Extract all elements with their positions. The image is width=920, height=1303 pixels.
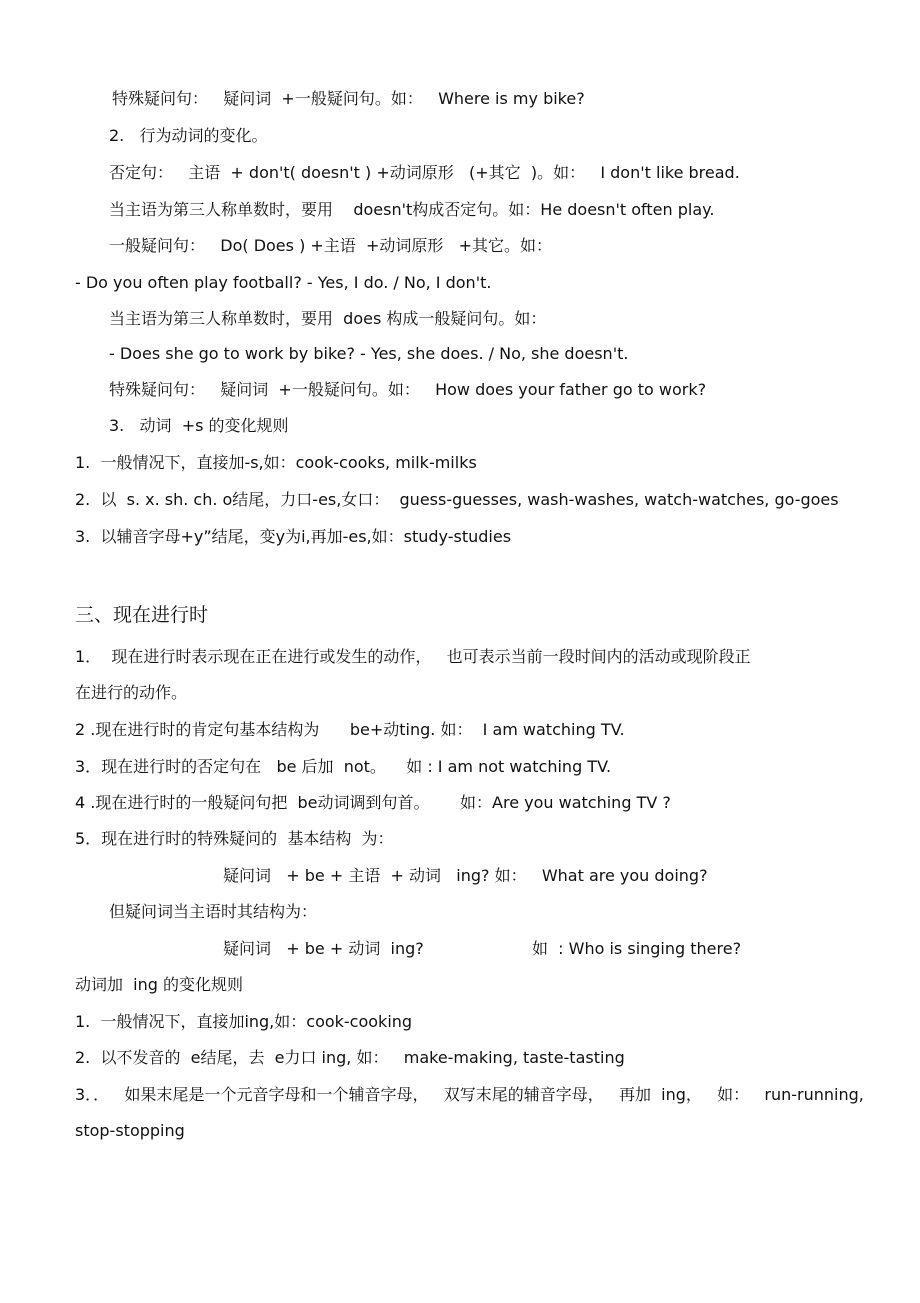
text-line: 但疑问词当主语时其结构为：: [109, 902, 318, 921]
text-line: 2 .现在进行时的肯定句基本结构为 be+动ting. 如： I am watching TV.: [75, 720, 625, 739]
text-line: 疑问词 + be + 主语 + 动词 ing? 如： What are you doing?: [223, 866, 708, 885]
text-line: stop-stopping: [75, 1121, 185, 1140]
text-line: 特殊疑问句： 疑问词 +一般疑问句。如： How does your father go to work?: [109, 380, 707, 399]
text-line: 1. 一般情况下，直接加-s,如：cook-cooks, milk-milks: [75, 453, 477, 472]
text-line: 在进行的动作。: [75, 683, 188, 702]
text-line: 如 : Who is singing there?: [532, 939, 742, 958]
text-line: - Does she go to work by bike? - Yes, she does. / No, she doesn't.: [109, 344, 629, 363]
text-line: 3. 动词 +s 的变化规则: [109, 416, 289, 435]
text-line: 特殊疑问句： 疑问词 +一般疑问句。如： Where is my bike?: [112, 89, 585, 108]
text-line: 2. 以 s. x. sh. ch. o结尾，力口-es,女口： guess-guesses, wash-washes, watch-watches, go-goes: [75, 490, 839, 509]
text-line: 当主语为第三人称单数时，要用 does 构成一般疑问句。如：: [109, 309, 547, 328]
text-line: 1． 现在进行时表示现在正在进行或发生的动作， 也可表示当前一段时间内的活动或现阶段正: [75, 647, 751, 666]
text-line: 动词加 ing 的变化规则: [75, 975, 244, 994]
text-line: 5．现在进行时的特殊疑问的 基本结构 为：: [75, 829, 394, 848]
text-line: 4 .现在进行时的一般疑问句把 be动词调到句首。 如：Are you watching TV ?: [75, 793, 671, 812]
text-line: 3. 以辅音字母+y”结尾，变y为i,再加-es,如：study-studies: [75, 527, 512, 546]
text-line: 当主语为第三人称单数时，要用 doesn't构成否定句。如：He doesn't often play.: [109, 200, 715, 219]
text-line: 1. 一般情况下，直接加ing,如：cook-cooking: [75, 1012, 413, 1031]
section-heading: 三、现在进行时: [75, 604, 209, 626]
text-line: 2. 行为动词的变化。: [109, 126, 268, 145]
text-line: 否定句： 主语 + don't( doesn't ) +动词原形 (+其它 )。如： I don't like bread.: [109, 163, 740, 182]
text-line: 3．现在进行时的否定句在 be 后加 not。 如 : I am not watching TV.: [75, 757, 612, 776]
text-line: 疑问词 + be + 动词 ing?: [223, 939, 424, 958]
text-line: 一般疑问句： Do( Does ) +主语 +动词原形 +其它。如：: [109, 236, 553, 255]
text-line: 2. 以不发音的 e结尾，去 e力口 ing, 如： make-making, taste-tasting: [75, 1048, 625, 1067]
text-line: - Do you often play football? - Yes, I do. / No, I don't.: [75, 273, 492, 292]
text-line: 3．． 如果末尾是一个元音字母和一个辅音字母， 双写末尾的辅音字母， 再加 ing， 如： run-running,: [75, 1085, 864, 1104]
